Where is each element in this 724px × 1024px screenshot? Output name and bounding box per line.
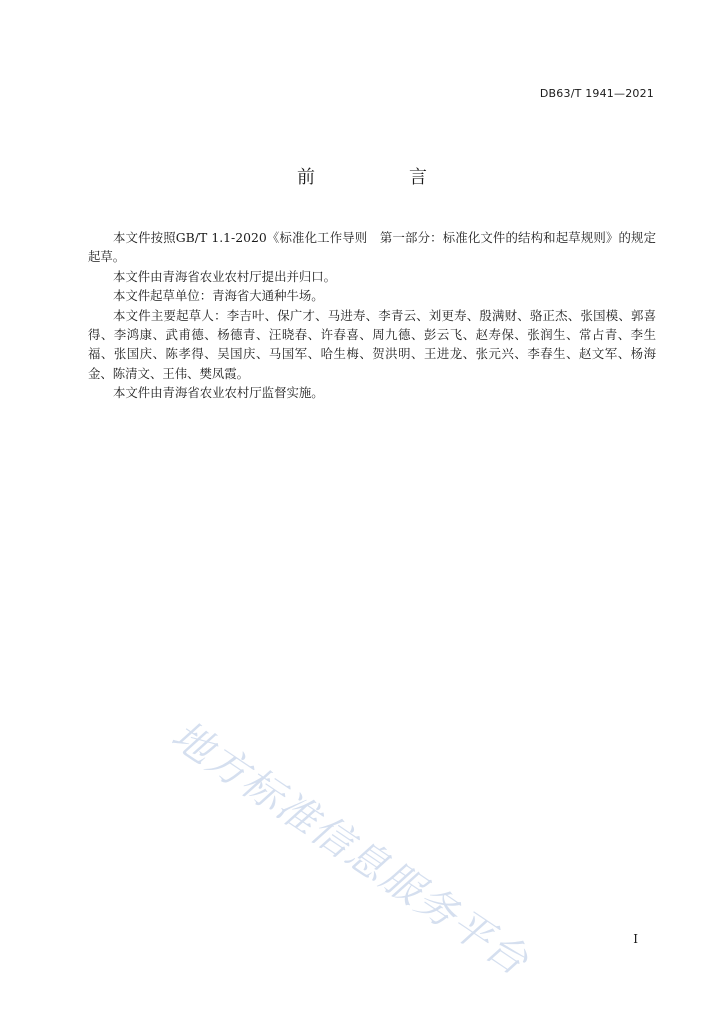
- paragraph-drafting-unit: 本文件起草单位：青海省大通种牛场。: [113, 288, 324, 304]
- section-title: 前 言: [297, 167, 465, 188]
- watermark: 地方标准信息服务平台: [163, 712, 538, 986]
- body-text: [88, 228, 656, 403]
- paragraph-proposer: 本文件由青海省农业农村厅提出并归口。: [113, 268, 337, 284]
- page-number: I: [633, 932, 638, 946]
- paragraph-drafting-rules: 本文件按照GB/T 1.1-2020《标准化工作导则 第一部分：标准化文件的结构和起草规则》的规定起草。: [88, 230, 656, 265]
- paragraph-drafters: 本文件主要起草人：李吉叶、保广才、马进寿、李青云、刘更寿、殷满财、骆正杰、张国模、郭喜得、李鸿康、武甫德、杨德青、汪晓春、许春喜、周九德、彭云飞、赵寿保、张润生、常占青、李生福、张国庆、陈孝得、吴国庆、马国军、哈生梅、贺洪明、王进龙、张元兴、李春生、赵文军、杨海金、陈清文、王伟、樊凤霞。: [88, 307, 656, 381]
- paragraph-supervision: 本文件由青海省农业农村厅监督实施。: [113, 385, 324, 401]
- standard-code: DB63/T 1941—2021: [539, 87, 654, 100]
